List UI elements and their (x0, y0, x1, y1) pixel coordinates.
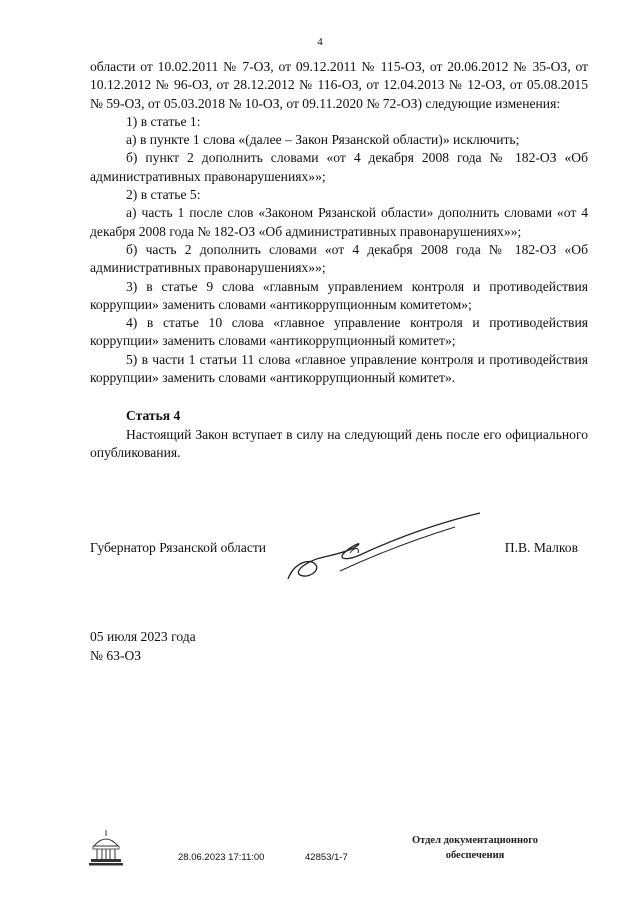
item-article-9: 3) в статье 9 слова «главным управлением контроля и противодействия коррупции» заменить словами «антикоррупционным комитетом»; (90, 278, 588, 312)
duma-emblem-icon (88, 828, 124, 873)
page-number: 4 (317, 36, 323, 48)
handwritten-signature (280, 505, 490, 600)
item-article-11: 5) в части 1 статьи 11 слова «главное управление контроля и противодействия коррупции» заменить словами «антикоррупционный комитет». (90, 351, 588, 386)
document-body (90, 58, 588, 462)
signatory-name: П.В. Малков (504, 540, 578, 555)
department-stamp (400, 833, 550, 863)
article-4-text: Настоящий Закон вступает в силу на следующий день после его официального опубликования. (90, 426, 588, 460)
article-4-title: Статья 4 (126, 408, 181, 424)
item-article-5-b: б) часть 2 дополнить словами «от 4 декабря 2008 года № 182-ОЗ «Об административных правонарушениях»»; (90, 241, 588, 276)
law-date-block (90, 628, 196, 665)
footer-document-id: 42853/1-7 (305, 852, 348, 863)
law-number: № 63-ОЗ (90, 647, 142, 663)
signatory-title: Губернатор Рязанской области (90, 540, 267, 555)
stamp-line-2: обеспечения (445, 850, 505, 861)
item-article-1-b: б) пункт 2 дополнить словами «от 4 декабря 2008 года № 182-ОЗ «Об административных правонарушениях»»; (90, 150, 588, 184)
footer-timestamp: 28.06.2023 17:11:00 (178, 852, 265, 863)
item-article-5-a: а) часть 1 после слов «Законом Рязанской области» дополнить словами «от 4 декабря 2008 года № 182-ОЗ «Об административных правонарушениях»»; (90, 205, 588, 239)
item-article-5: 2) в статье 5: (126, 187, 201, 203)
item-article-1-a: а) в пункте 1 слова «(далее – Закон Рязанской области)» исключить; (126, 132, 520, 148)
item-article-1: 1) в статье 1: (126, 113, 201, 129)
item-article-10: 4) в статье 10 слова «главное управление контроля и противодействия коррупции» заменить словами «антикоррупционный комитет»; (90, 315, 588, 349)
stamp-line-1: Отдел документационного (411, 835, 539, 846)
amendment-intro-paragraph: области от 10.02.2011 № 7-ОЗ, от 09.12.2011 № 115-ОЗ, от 20.06.2012 № 35-ОЗ, от 10.12.2012 № 96-ОЗ, от 28.12.2012 № 116-ОЗ, от 12.04.2013 № 12-ОЗ, от 05.08.2015 № 59-ОЗ, от 05.03.2018 № 10-ОЗ, от 09.11.2020 № 72-ОЗ) следующие изменения: (90, 59, 588, 111)
law-date: 05 июля 2023 года (90, 629, 196, 644)
